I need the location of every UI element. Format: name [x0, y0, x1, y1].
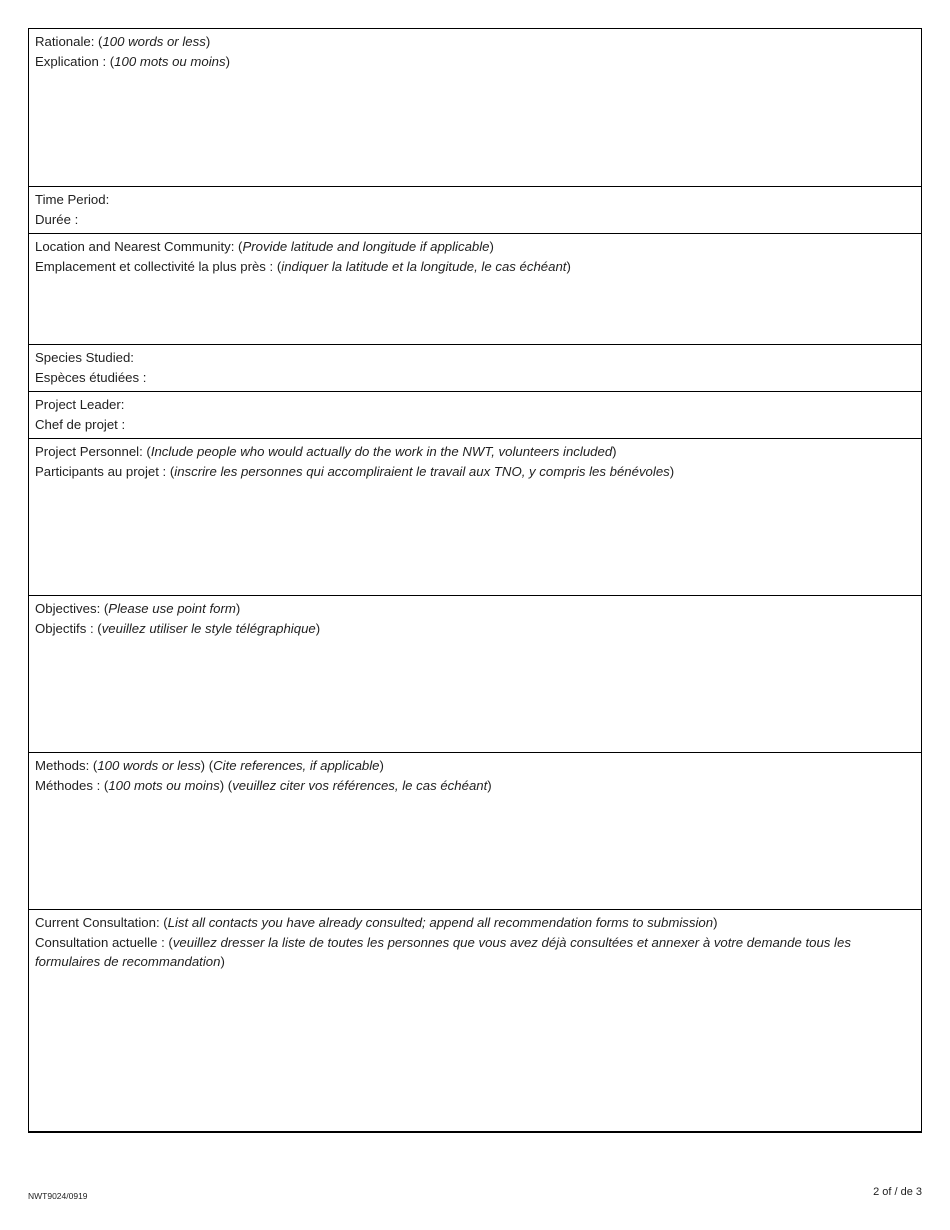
project-personnel-field[interactable]	[29, 438, 921, 595]
consultation-label-en: Current Consultation: (List all contacts you have already consulted; append all recommendation forms to submission)	[35, 915, 718, 930]
location-label-en: Location and Nearest Community: (Provide latitude and longitude if applicable)	[35, 239, 494, 254]
project-leader-label-fr: Chef de projet :	[35, 416, 126, 432]
location-label-fr: Emplacement et collectivité la plus près : (indiquer la latitude et la longitude, le cas échéant)	[35, 258, 571, 274]
time-period-label-fr: Durée :	[35, 211, 79, 227]
project-leader-label-en: Project Leader:	[35, 397, 125, 412]
location-field[interactable]	[29, 233, 921, 344]
form-code: NWT9024/0919	[28, 1191, 88, 1201]
time-period-field[interactable]	[29, 186, 921, 233]
species-label-fr: Espèces étudiées :	[35, 369, 147, 385]
consultation-label-fr: Consultation actuelle : (veuillez dresser la liste de toutes les personnes que vous avez déjà consultées et annexer à votre demande tous les formulaires de recommandation)	[35, 934, 851, 969]
objectives-label-fr: Objectifs : (veuillez utiliser le style télégraphique)	[35, 620, 321, 636]
rationale-field[interactable]	[29, 29, 921, 186]
species-label-en: Species Studied:	[35, 350, 134, 365]
objectives-label-en: Objectives: (Please use point form)	[35, 601, 241, 616]
methods-field[interactable]	[29, 752, 921, 909]
species-studied-field[interactable]	[29, 344, 921, 391]
methods-label-en: Methods: (100 words or less) (Cite references, if applicable)	[35, 758, 384, 773]
personnel-label-en: Project Personnel: (Include people who would actually do the work in the NWT, volunteers included)	[35, 444, 617, 459]
project-leader-field[interactable]	[29, 391, 921, 438]
time-period-label-en: Time Period:	[35, 192, 110, 207]
rationale-label-fr: Explication : (100 mots ou moins)	[35, 53, 230, 69]
methods-label-fr: Méthodes : (100 mots ou moins) (veuillez citer vos références, le cas échéant)	[35, 777, 492, 793]
objectives-field[interactable]	[29, 595, 921, 752]
rationale-label-en: Rationale: (100 words or less)	[35, 34, 211, 49]
personnel-label-fr: Participants au projet : (inscrire les personnes qui accompliraient le travail aux TNO, y compris les bénévoles)	[35, 463, 675, 479]
application-form-table	[28, 28, 922, 1133]
page-number: 2 of / de 3	[873, 1186, 922, 1198]
current-consultation-field[interactable]	[29, 909, 921, 1131]
